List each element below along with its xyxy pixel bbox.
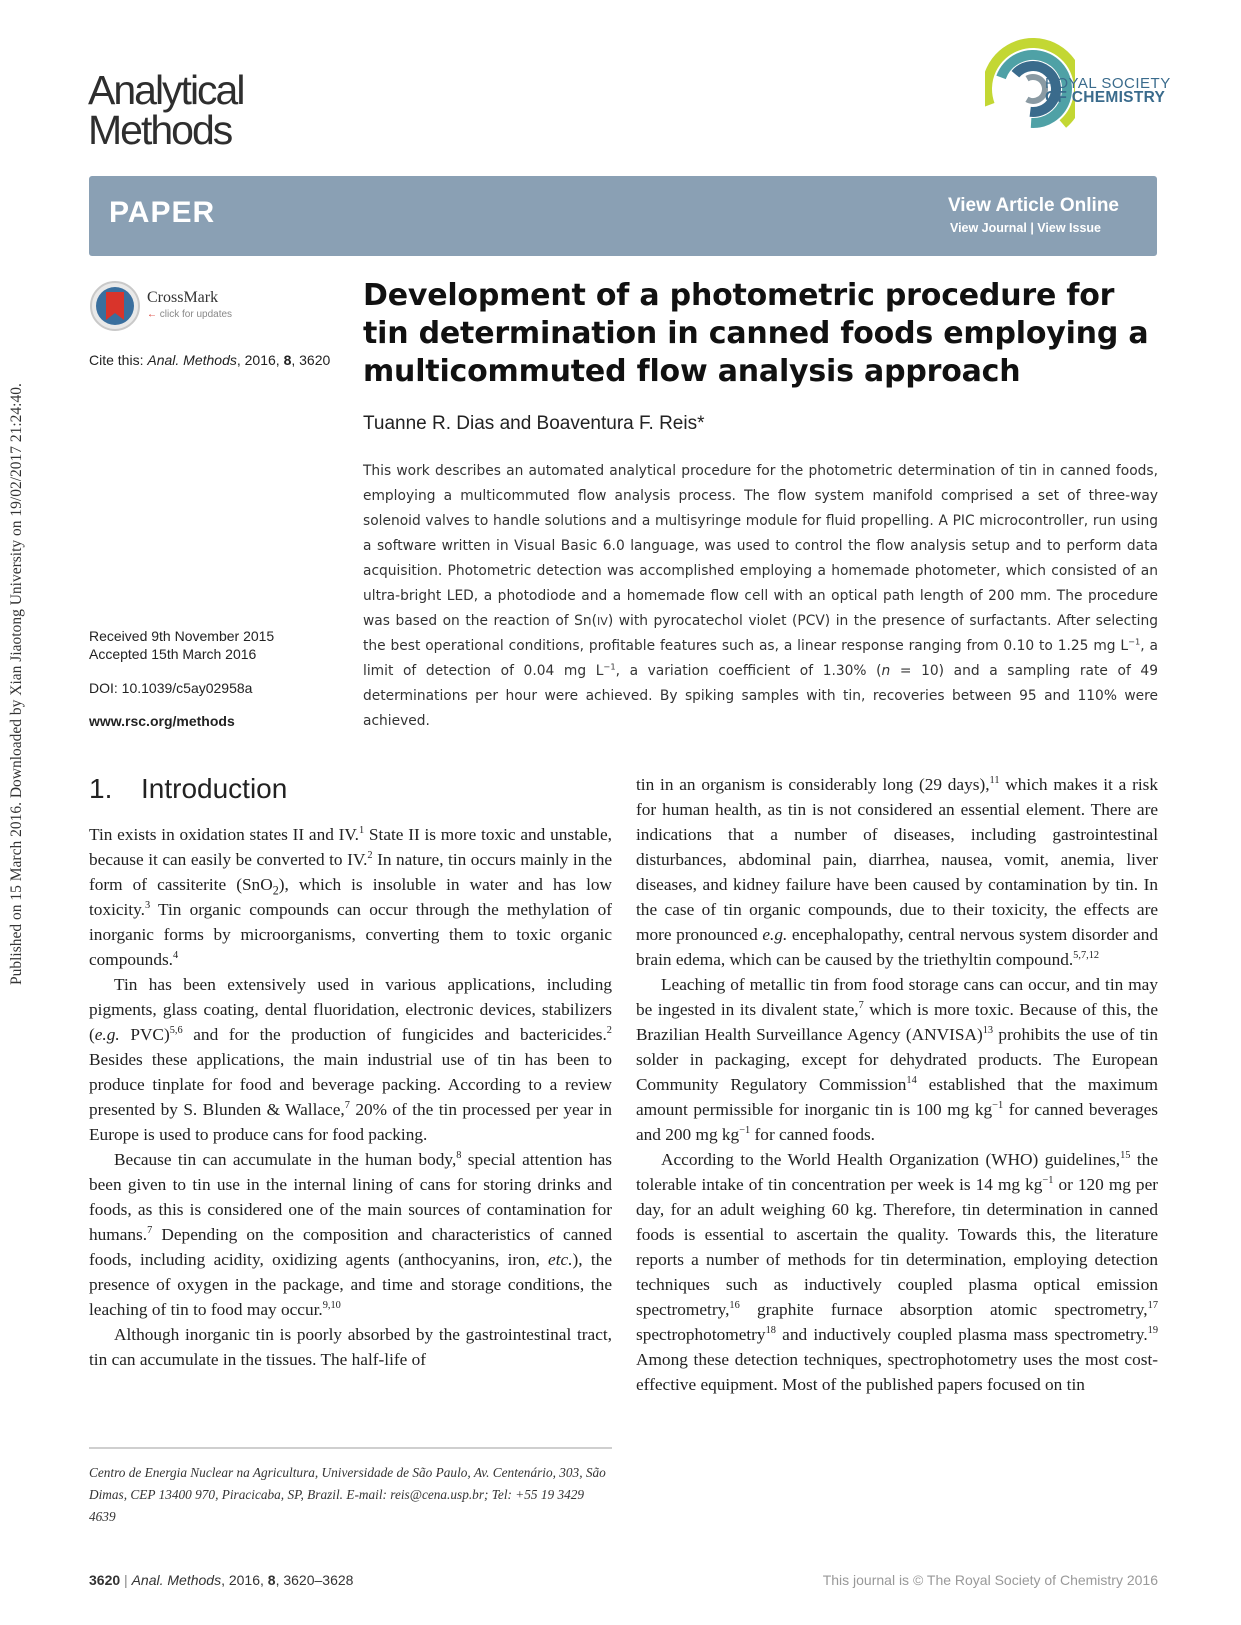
section-heading [89,773,287,805]
paragraph: Although inorganic tin is poorly absorbed by the gastrointestinal tract, tin can accumulate in the tissues. The half-life of [89,1325,612,1369]
rsc-name-line2: OF CHEMISTRY [1045,89,1166,106]
crossmark-label: CrossMark [147,289,219,306]
received-date: Received 9th November 2015 [89,628,275,644]
authors: Tuanne R. Dias and Boaventura F. Reis* [363,413,705,434]
cite-this [89,352,330,368]
page-footer-citation: 3620 | Anal. Methods, 2016, 8, 3620–3628 [89,1572,354,1588]
view-journal-link[interactable]: View Journal [949,221,1027,235]
paragraph: Leaching of metallic tin from food storage cans can occur, and tin may be ingested in its divalent state,$^7$ which is more toxic. Because of this, the Brazilian Health Surveillance Agency (ANVISA)$^{13}$ prohibits the use of tin solder in packaging, except for dehydrated products. The European Community Regulatory Commission$^{14}$ established that the maximum amount permissible for inorganic tin is 100 mg $kg^{-1}$ for canned beverages and 200 mg $kg^{-1}$ for canned foods. [636,975,1158,1144]
paragraph: Because tin can accumulate in the human body,$^8$ special attention has been given to tin use in the internal lining of cans for storing drinks and foods, as this is considered one of the main sources of contamination for humans.$^7$ Depending on the composition and characteristics of canned foods, including acidity, oxidizing agents (anthocyanins, iron, etc.), the presence of oxygen in the package, and time and storage conditions, the leaching of tin to food may occur.$^{9,10}$ [89,1150,612,1319]
body-right-column [636,772,1158,1397]
journal-logo [88,67,244,153]
accepted-date: Accepted 15th March 2016 [89,646,257,662]
rsc-logo [985,33,1171,145]
journal-website-link[interactable]: www.rsc.org/methods [89,713,235,729]
paragraph: Tin exists in oxidation states II and IV.$^1$ State II is more toxic and unstable, because it can easily be converted to IV.$^2$ In nature, tin occurs mainly in the form of cassiterite (SnO$_2$), which is insoluble in water and has low toxicity.$^3$ Tin organic compounds can occur through the methylation of inorganic forms by microorganisms, converting them to toxic organic compounds.$^4$ [89,825,612,969]
crossmark-icon [89,280,141,332]
article-type-label: PAPER [109,196,216,229]
article-title: Development of a photometric procedure for tin determination in canned foods employing a multicommuted flow analysis approach [363,278,1149,389]
section-number: 1. [89,773,113,804]
rsc-name-line1: ROYAL SOCIETY [1045,75,1171,92]
section-title: Introduction [141,773,288,804]
page-number: 3620 [89,1572,121,1588]
cite-prefix: Cite this: [89,352,148,368]
view-links [950,221,1101,235]
crossmark-sublabel [147,309,232,320]
author-affiliation-footnote: Centro de Energia Nuclear na Agricultura, Universidade de São Paulo, Av. Centenário, 303, São Dimas, CEP 13400 970, Piracicaba, SP, Brazil. E-mail: reis@cena.usp.br; Tel: +55 19 3429 4639 [89,1465,606,1524]
paragraph: Tin has been extensively used in various applications, including pigments, glass coating, dental fluoridation, electronic devices, stabilizers (e.g. PVC)$^{5,6}$ and for the production of fungicides and bactericides.$^2$ Besides these applications, the main industrial use of tin has been to produce tinplate for food and beverage packing. According to a review presented by S. Blunden & Wallace,$^7$ 20% of the tin processed per year in Europe is used to produce cans for food packing. [89,975,613,1144]
copyright-notice: This journal is © The Royal Society of Chemistry 2016 [822,1572,1158,1588]
body-left-column [89,822,612,1372]
cite-page: , 3620 [291,352,331,368]
paragraph: tin in an organism is considerably long (29 days),$^{11}$ which makes it a risk for human health, as tin is not considered an essential element. There are indications that a number of diseases, including gastrointestinal disturbances, abdominal pain, diarrhea, nausea, vomit, anemia, liver diseases, and kidney failure have been caused by contamination by tin. In the case of tin organic compounds, due to their toxicity, the effects are more pronounced e.g. encephalopathy, central nervous system disorder and brain edema, which can be caused by the triethyltin compound.$^{5,7,12}$ [636,775,1158,969]
journal-name-line1: Analytical [88,67,244,113]
paragraph: According to the World Health Organization (WHO) guidelines,$^{15}$ the tolerable intake of tin concentration per week is 14 mg $kg^{-1}$ or 120 mg per day, for an adult weighing 60 kg. Therefore, tin determination in canned foods is essential to ascertain the quality. Towards this, the literature reports a number of methods for tin determination, employing detection techniques such as inductively coupled plasma optical emission spectrometry,$^{16}$ graphite furnace absorption atomic spectrometry,$^{17}$ spectrophotometry$^{18}$ and inductively coupled plasma mass spectrometry.$^{19}$ Among these detection techniques, spectrophotometry uses the most cost-effective equipment. Most of the published papers focused on tin [636,1150,1158,1394]
cite-volume: 8 [283,352,292,368]
crossmark-sub-text: click for updates [159,309,233,320]
abstract: This work describes an automated analytical procedure for the photometric determination of tin in canned foods, employing a multicommuted flow analysis process. The flow system manifold comprised a set of three-way solenoid valves to handle solutions and a multisyringe module for fluid propelling. A PIC microcontroller, run using a software written in Visual Basic 6.0 language, was used to control the flow analysis setup and to perform data acquisition. Photometric detection was accomplished employing a homemade photometer, which consisted of an ultra-bright LED, a photodiode and a homemade flow cell with an optical path length of 200 mm. The procedure was based on the reaction of Sn(IV) with pyrocatechol violet (PCV) in the presence of surfactants. After selecting the best operational conditions, profitable features such as, a linear response ranging from 0.10 to 1.25 mg $L^{-1}$, a limit of detection of 0.04 mg $L^{-1}$, a variation coefficient of 1.30% (n = 10) and a sampling rate of 49 determinations per hour were achieved. By spiking samples with tin, recoveries between 95 and 110% were achieved. [363,463,1158,729]
article-dates [89,627,274,663]
view-issue-link[interactable]: View Issue [1037,221,1101,235]
footnote-divider [89,1447,612,1449]
journal-name-line2: Methods [88,107,232,153]
download-stamp: Published on 15 March 2016. Downloaded by Xian Jiaotong University on 19/02/2017 21:24:40. [8,383,25,985]
footer-journal: Anal. Methods [131,1572,222,1588]
article-type-banner [89,176,1157,256]
view-article-online-link[interactable]: View Article Online [947,195,1119,216]
view-links-separator: | [1026,221,1038,235]
arrow-left-icon: ← [147,309,157,320]
doi[interactable]: DOI: 10.1039/c5ay02958a [89,680,253,696]
cite-year: , 2016, [236,352,284,368]
crossmark-badge[interactable] [89,280,239,332]
cite-journal: Anal. Methods [147,352,237,368]
